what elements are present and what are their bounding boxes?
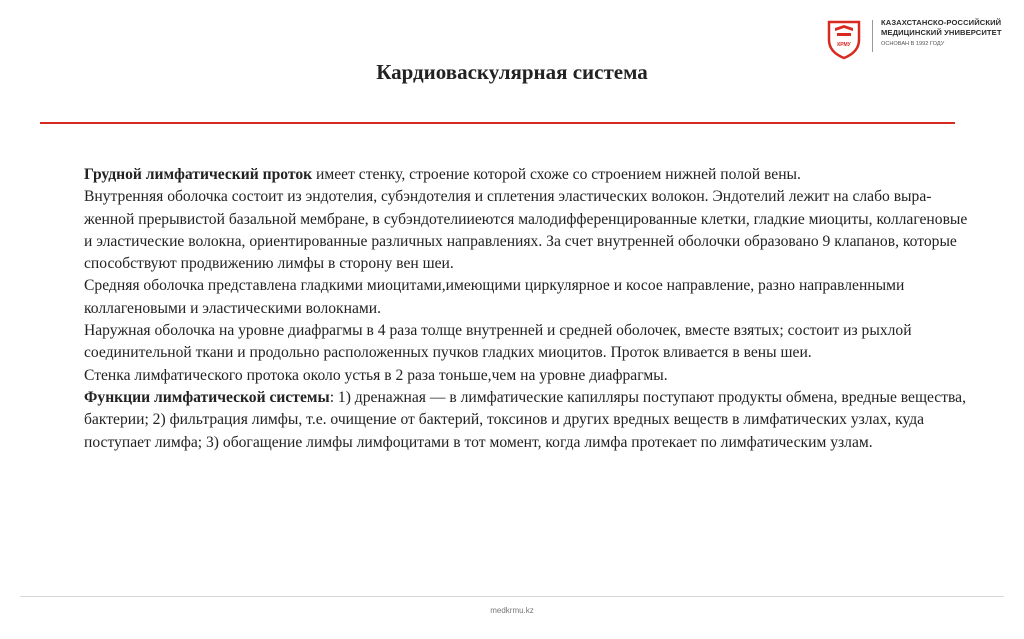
paragraph-duct-wall: Стенка лимфатического протока около устья в 2 раза тоньше,чем на уровне диафрагмы. (84, 366, 668, 384)
paragraph-middle-layer: Средняя оболочка представлена гладкими миоцитами,имеющими циркулярное и косое направление, разно направленными коллагеновыми и эластическими волокнами. (84, 277, 905, 317)
paragraph-thoracic-duct (84, 164, 968, 186)
university-founded: ОСНОВАН В 1992 ГОДУ (881, 41, 945, 47)
slide-body (84, 164, 968, 454)
paragraph-functions-text: : 1) дренажная — в лимфатические капилляры поступают продукты обмена, вредные вещества, бактерии; 2) фильтрация лимфы, т.е. очищение от бактерий, токсинов и других вредных веществ в лимфатических узлах, куда поступает лимфа; 3) обогащение лимфы лимфоцитами в тот момент, когда лимфа протекает по лимфатическим узлам. (84, 388, 967, 451)
title-underline (40, 122, 955, 124)
paragraph-outer-layer: Наружная оболочка на уровне диафрагмы в 4 раза толще внутренней и средней оболочек, вместе взятых; состоит из рыхлой соединительной ткани и продольно расположенных пучков гладких миоцитов. Проток вливается в вены шеи. (84, 322, 912, 362)
shield-emblem-icon (826, 18, 862, 60)
slide-title: Кардиоваскулярная система (376, 60, 648, 84)
paragraph-functions (84, 387, 968, 454)
logo-divider (872, 20, 873, 52)
term-thoracic-duct: Грудной лимфатический проток (84, 166, 313, 183)
logo-caption: КРМУ (837, 42, 851, 48)
university-name-line1: КАЗАХСТАНСКО-РОССИЙСКИЙ (881, 18, 1002, 27)
university-name-line2: МЕДИЦИНСКИЙ УНИВЕРСИТЕТ (881, 28, 1002, 37)
paragraph-thoracic-duct-text: имеет стенку, строение которой схоже со строением нижней полой вены. (312, 166, 801, 183)
footer-divider (20, 596, 1004, 597)
university-name (881, 18, 1002, 48)
footer-site: medkrmu.kz (490, 606, 534, 615)
university-logo (826, 18, 1002, 60)
term-functions: Функции лимфатической системы (84, 388, 330, 406)
paragraph-inner-layer: Внутренняя оболочка состоит из эндотелия, субэндотелия и сплетения эластических волокон. Эндотелий лежит на слабо выра-женной прерывистой базальной мембране, в субэндотелииеются малодифференцированные клетки, гладкие миоциты, коллагеновые и эластические волокна, ориентированные различных направлениях. За счет внутренней оболочки образовано 9 клапанов, которые способствуют продвижению лимфы в сторону вен шеи. (84, 188, 968, 273)
